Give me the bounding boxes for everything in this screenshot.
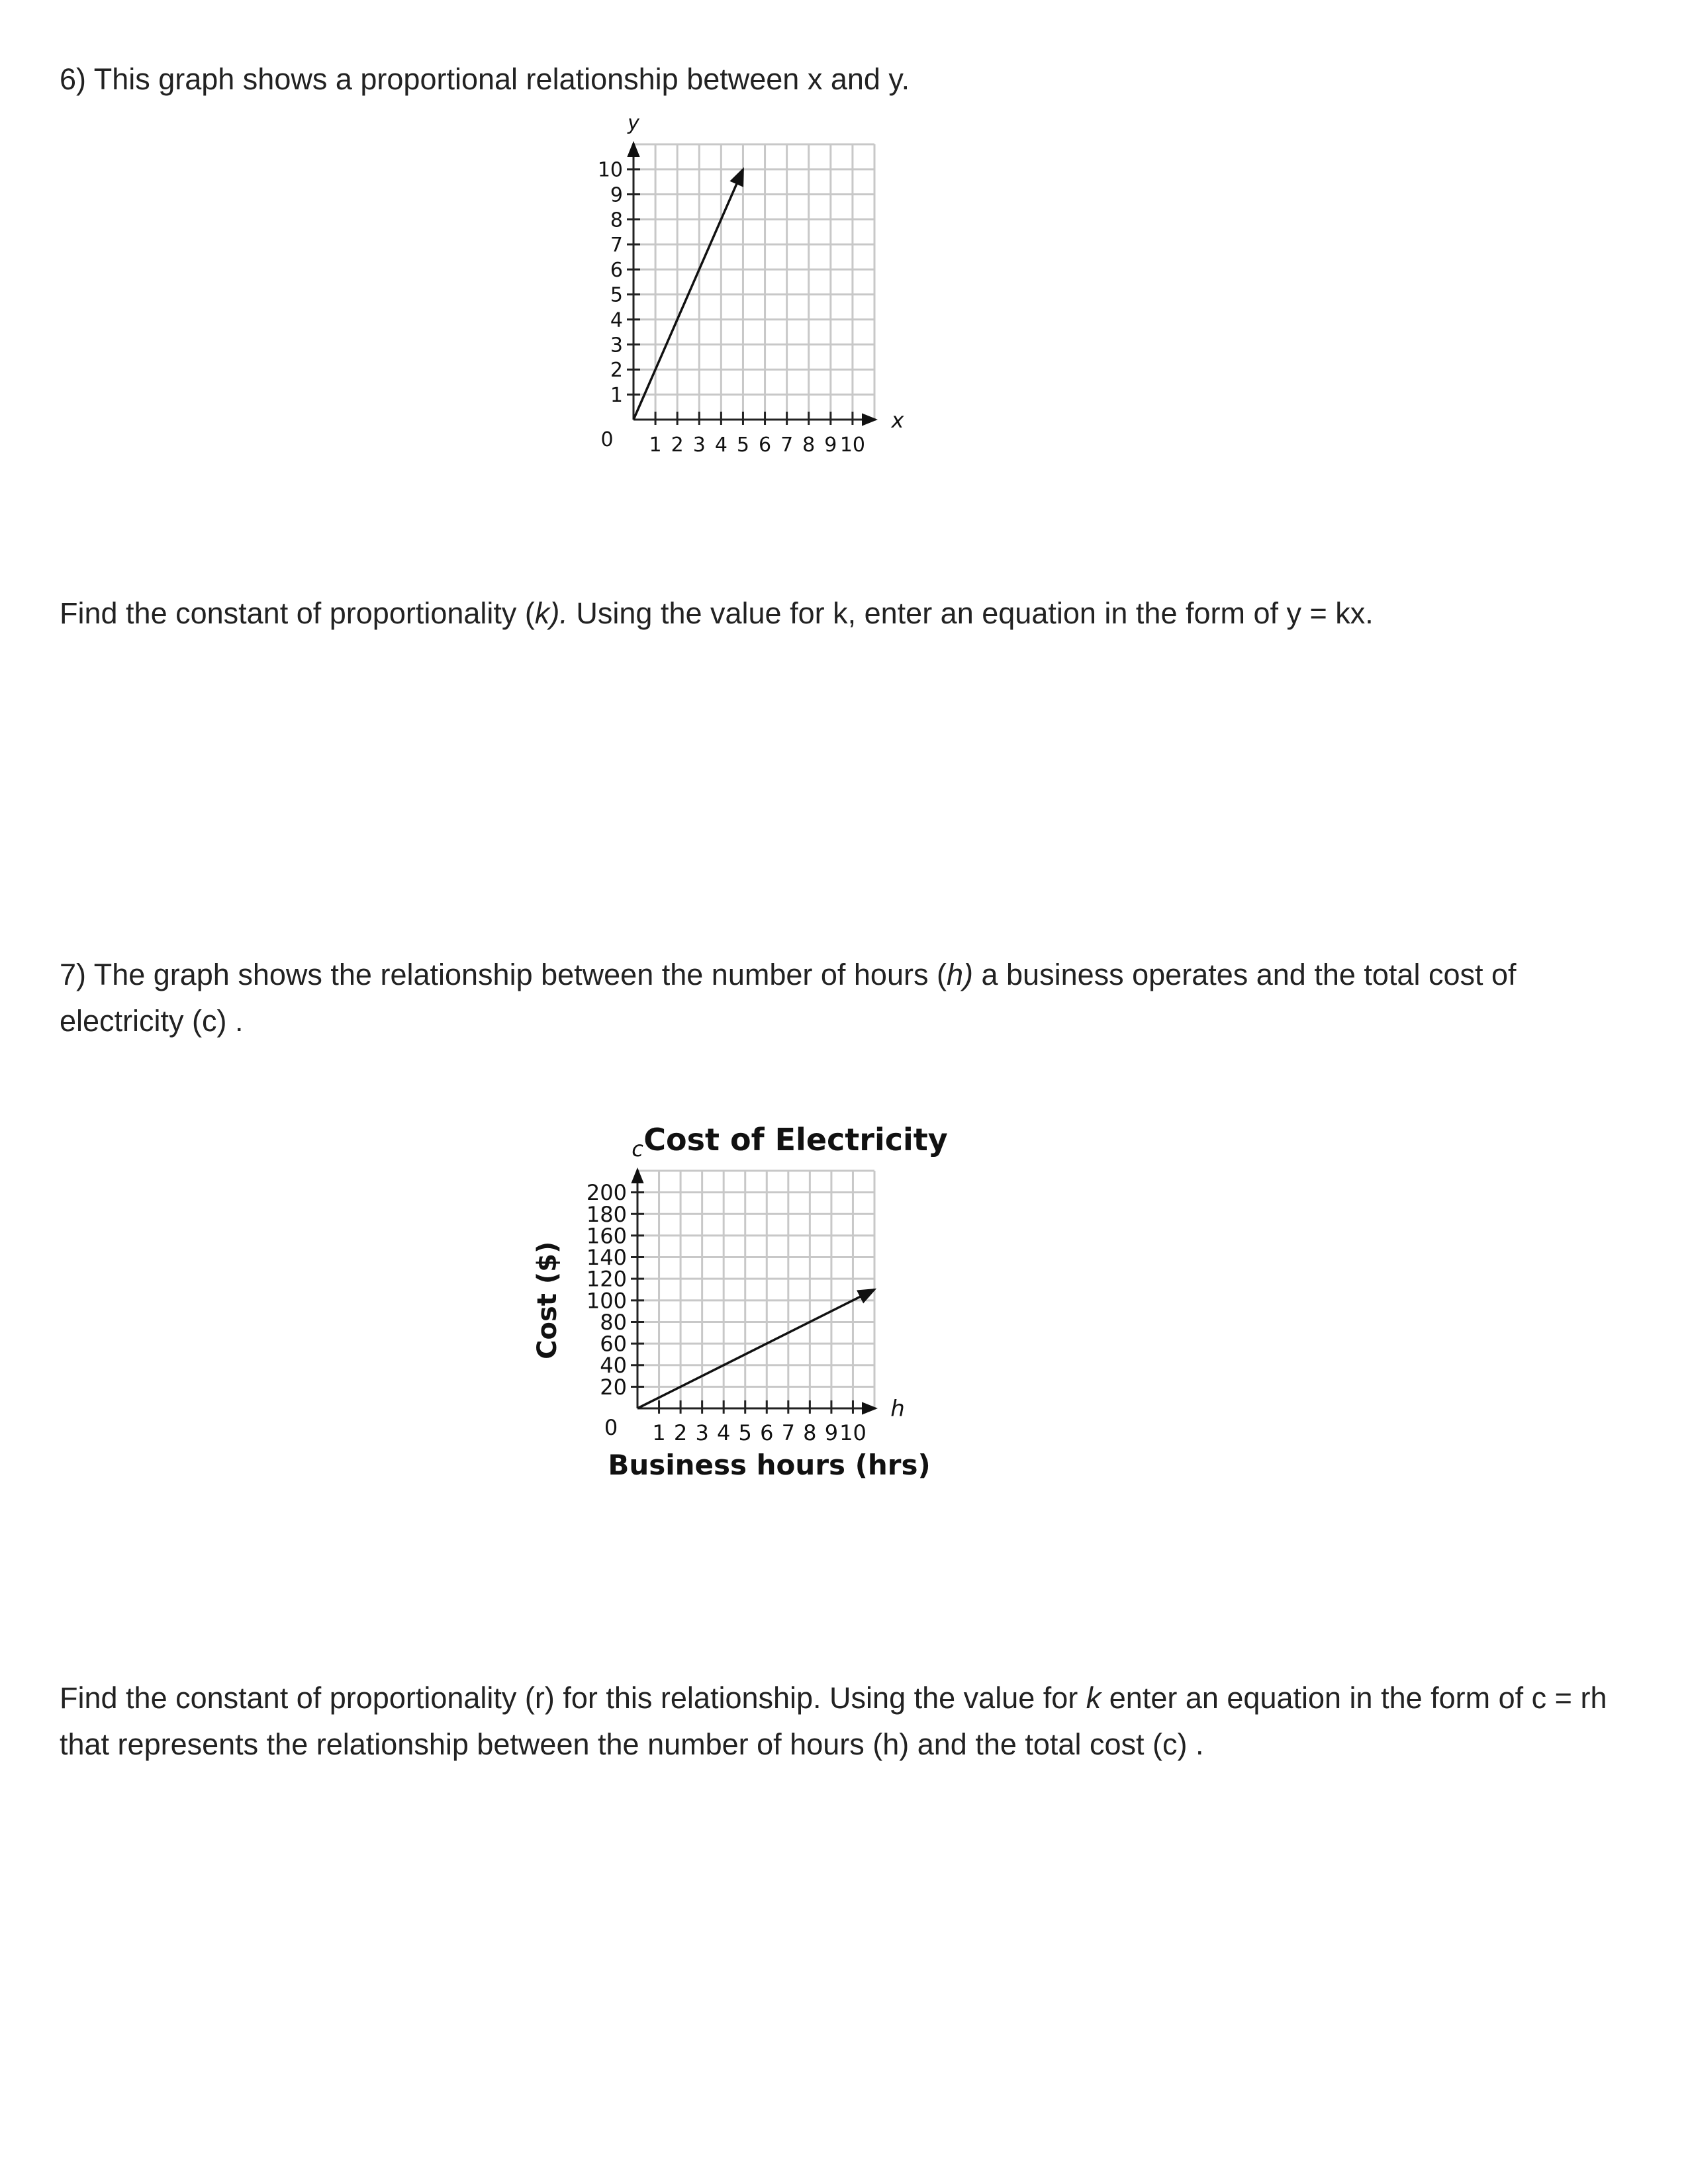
origin-label: 0 xyxy=(604,1415,618,1440)
y-tick-label: 60 xyxy=(600,1331,627,1357)
y-tick-label: 1 xyxy=(610,383,623,407)
y-axis-variable: y xyxy=(628,113,639,135)
x-tick-label: 8 xyxy=(803,1420,817,1445)
x-tick-label: 2 xyxy=(673,1420,688,1445)
x-tick-label: 1 xyxy=(649,433,662,457)
y-axis-title: Cost ($) xyxy=(532,1241,563,1359)
question-6-intro: 6) This graph shows a proportional relationship between x and y. xyxy=(60,62,910,96)
x-tick-label: 3 xyxy=(692,433,706,457)
x-tick-label: 1 xyxy=(652,1420,666,1445)
x-axis-variable: h xyxy=(890,1396,905,1422)
y-tick-label: 6 xyxy=(610,258,623,282)
data-line xyxy=(637,1290,874,1409)
question-6-prompt xyxy=(60,590,1635,637)
y-tick-label: 100 xyxy=(586,1288,627,1314)
y-tick-label: 5 xyxy=(610,283,623,307)
y-tick-label: 200 xyxy=(586,1180,627,1206)
x-tick-label: 9 xyxy=(824,433,837,457)
x-tick-label: 10 xyxy=(839,1420,867,1445)
chart-proportional-xy xyxy=(569,113,1099,576)
y-tick-label: 140 xyxy=(586,1245,627,1271)
y-tick-label: 8 xyxy=(610,208,623,232)
y-tick-label: 40 xyxy=(600,1353,627,1379)
prompt-text: Find the constant of proportionality ( xyxy=(60,596,535,630)
y-tick-label: 120 xyxy=(586,1266,627,1292)
question-7-prompt xyxy=(60,1675,1635,1768)
chart-title: Cost of Electricity xyxy=(643,1122,948,1158)
x-tick-label: 6 xyxy=(760,1420,774,1445)
y-tick-label: 80 xyxy=(600,1309,627,1335)
x-axis-title: Business hours (hrs) xyxy=(608,1449,931,1481)
y-tick-label: 7 xyxy=(610,234,623,257)
y-tick-label: 4 xyxy=(610,308,623,332)
intro-text: a business operates and the total cost of electricity (c) . xyxy=(60,958,1517,1038)
x-axis-variable: x xyxy=(891,408,904,433)
x-tick-label: 9 xyxy=(824,1420,839,1445)
chart-cost-of-electricity xyxy=(516,1112,1112,1641)
x-tick-label: 6 xyxy=(758,433,772,457)
x-tick-label: 4 xyxy=(714,433,727,457)
x-tick-label: 4 xyxy=(717,1420,731,1445)
x-tick-label: 7 xyxy=(781,1420,795,1445)
prompt-text: enter an equation in the form of c = rh that represents the relationship between the number of hours (h) and the total cost (c) . xyxy=(60,1681,1607,1761)
question-7-intro xyxy=(60,952,1635,1044)
x-tick-label: 2 xyxy=(671,433,684,457)
prompt-k: k xyxy=(1086,1681,1102,1715)
intro-text: 7) The graph shows the relationship between the number of hours ( xyxy=(60,958,947,991)
prompt-k: k). xyxy=(534,596,568,630)
x-tick-label: 5 xyxy=(736,433,750,457)
y-tick-label: 10 xyxy=(597,158,623,182)
x-tick-label: 3 xyxy=(695,1420,709,1445)
y-tick-label: 160 xyxy=(586,1223,627,1249)
x-tick-label: 7 xyxy=(780,433,794,457)
y-tick-label: 9 xyxy=(610,183,623,207)
y-tick-label: 180 xyxy=(586,1201,627,1227)
y-tick-label: 20 xyxy=(600,1374,627,1400)
y-tick-label: 3 xyxy=(610,334,623,357)
x-tick-label: 8 xyxy=(802,433,816,457)
y-axis-variable: c xyxy=(632,1136,643,1161)
intro-h: h) xyxy=(946,958,973,991)
x-tick-label: 10 xyxy=(839,433,866,457)
y-tick-label: 2 xyxy=(610,359,623,383)
origin-label: 0 xyxy=(600,428,614,451)
prompt-text: Find the constant of proportionality (r) for this relationship. Using the value for xyxy=(60,1681,1086,1715)
prompt-text: Using the value for k, enter an equation in the form of y = kx. xyxy=(567,596,1374,630)
x-tick-label: 5 xyxy=(738,1420,752,1445)
